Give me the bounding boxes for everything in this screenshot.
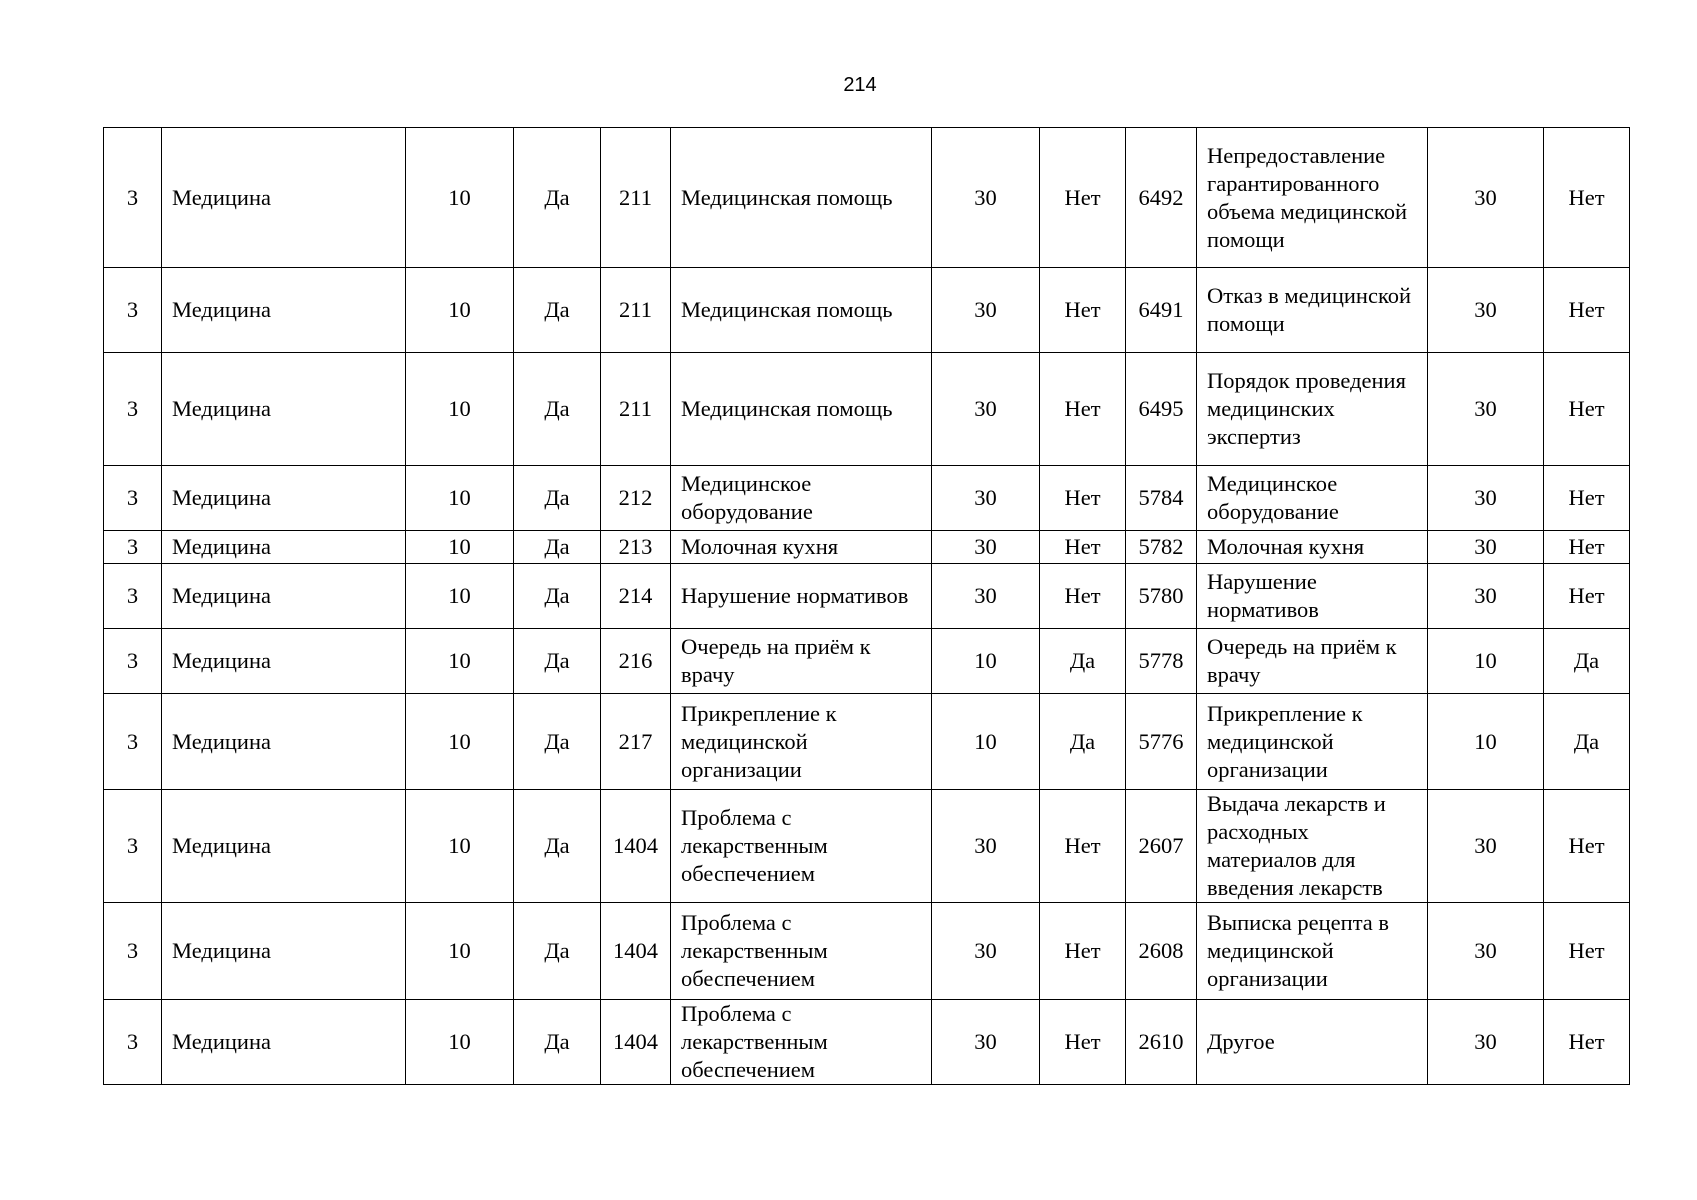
cell-subtopic-flag: Нет	[1544, 268, 1630, 353]
cell-subtopic-name: Молочная кухня	[1197, 531, 1428, 564]
cell-section-name: Медицина	[162, 531, 406, 564]
cell-section-term: 10	[406, 790, 514, 903]
cell-section-id: 3	[104, 531, 162, 564]
cell-topic-term: 30	[932, 903, 1040, 1000]
table-row	[104, 128, 1630, 268]
data-table	[103, 127, 1630, 1085]
cell-subtopic-term: 30	[1428, 353, 1544, 466]
table-row	[104, 564, 1630, 629]
cell-topic-name: Проблема с лекарственным обеспечением	[671, 903, 932, 1000]
cell-subtopic-name: Медицинское оборудование	[1197, 466, 1428, 531]
cell-section-term: 10	[406, 694, 514, 790]
cell-topic-flag: Нет	[1040, 1000, 1126, 1085]
cell-topic-term: 30	[932, 564, 1040, 629]
cell-topic-name: Прикрепление к медицинской организации	[671, 694, 932, 790]
cell-subtopic-id: 6491	[1126, 268, 1197, 353]
cell-topic-flag: Нет	[1040, 353, 1126, 466]
cell-section-name: Медицина	[162, 466, 406, 531]
table-row	[104, 1000, 1630, 1085]
cell-subtopic-name: Выписка рецепта в медицинской организации	[1197, 903, 1428, 1000]
cell-topic-term: 30	[932, 790, 1040, 903]
cell-topic-term: 30	[932, 128, 1040, 268]
cell-section-name: Медицина	[162, 268, 406, 353]
cell-subtopic-name: Прикрепление к медицинской организации	[1197, 694, 1428, 790]
cell-subtopic-flag: Да	[1544, 629, 1630, 694]
cell-section-flag: Да	[514, 1000, 601, 1085]
cell-subtopic-flag: Нет	[1544, 903, 1630, 1000]
cell-subtopic-term: 10	[1428, 629, 1544, 694]
cell-section-flag: Да	[514, 629, 601, 694]
cell-subtopic-flag: Нет	[1544, 466, 1630, 531]
table-row	[104, 790, 1630, 903]
cell-topic-flag: Нет	[1040, 790, 1126, 903]
table-row	[104, 268, 1630, 353]
cell-topic-id: 211	[601, 353, 671, 466]
cell-section-flag: Да	[514, 694, 601, 790]
cell-subtopic-term: 30	[1428, 564, 1544, 629]
cell-section-id: 3	[104, 629, 162, 694]
cell-subtopic-name: Другое	[1197, 1000, 1428, 1085]
cell-topic-flag: Да	[1040, 629, 1126, 694]
cell-topic-name: Медицинская помощь	[671, 268, 932, 353]
cell-section-flag: Да	[514, 790, 601, 903]
cell-section-name: Медицина	[162, 353, 406, 466]
cell-subtopic-id: 5780	[1126, 564, 1197, 629]
cell-section-term: 10	[406, 629, 514, 694]
cell-topic-flag: Нет	[1040, 564, 1126, 629]
cell-subtopic-term: 30	[1428, 903, 1544, 1000]
cell-section-term: 10	[406, 564, 514, 629]
cell-topic-term: 10	[932, 694, 1040, 790]
cell-section-flag: Да	[514, 128, 601, 268]
cell-section-flag: Да	[514, 268, 601, 353]
cell-section-flag: Да	[514, 466, 601, 531]
table-row	[104, 466, 1630, 531]
cell-section-flag: Да	[514, 564, 601, 629]
cell-section-flag: Да	[514, 903, 601, 1000]
cell-topic-term: 30	[932, 353, 1040, 466]
cell-section-flag: Да	[514, 353, 601, 466]
cell-section-id: 3	[104, 694, 162, 790]
cell-section-id: 3	[104, 903, 162, 1000]
cell-section-id: 3	[104, 564, 162, 629]
cell-section-name: Медицина	[162, 128, 406, 268]
cell-topic-term: 30	[932, 466, 1040, 531]
cell-section-id: 3	[104, 353, 162, 466]
cell-topic-id: 214	[601, 564, 671, 629]
cell-subtopic-flag: Нет	[1544, 1000, 1630, 1085]
page-number: 214	[843, 74, 877, 96]
cell-section-term: 10	[406, 268, 514, 353]
cell-topic-name: Очередь на приём к врачу	[671, 629, 932, 694]
cell-section-name: Медицина	[162, 629, 406, 694]
cell-section-term: 10	[406, 128, 514, 268]
cell-subtopic-id: 6495	[1126, 353, 1197, 466]
cell-topic-id: 1404	[601, 790, 671, 903]
cell-subtopic-flag: Да	[1544, 694, 1630, 790]
cell-section-term: 10	[406, 353, 514, 466]
table-row	[104, 903, 1630, 1000]
cell-section-name: Медицина	[162, 694, 406, 790]
table-row	[104, 629, 1630, 694]
cell-subtopic-term: 10	[1428, 694, 1544, 790]
cell-section-id: 3	[104, 268, 162, 353]
cell-topic-flag: Нет	[1040, 903, 1126, 1000]
cell-section-id: 3	[104, 790, 162, 903]
cell-topic-id: 213	[601, 531, 671, 564]
cell-subtopic-term: 30	[1428, 1000, 1544, 1085]
cell-topic-flag: Нет	[1040, 466, 1126, 531]
table-row	[104, 694, 1630, 790]
cell-topic-id: 211	[601, 268, 671, 353]
cell-subtopic-flag: Нет	[1544, 790, 1630, 903]
cell-subtopic-name: Порядок проведения медицинских экспертиз	[1197, 353, 1428, 466]
cell-topic-term: 30	[932, 531, 1040, 564]
cell-section-name: Медицина	[162, 903, 406, 1000]
cell-subtopic-id: 6492	[1126, 128, 1197, 268]
cell-topic-flag: Нет	[1040, 531, 1126, 564]
cell-topic-name: Молочная кухня	[671, 531, 932, 564]
cell-section-flag: Да	[514, 531, 601, 564]
cell-topic-id: 217	[601, 694, 671, 790]
cell-topic-term: 30	[932, 1000, 1040, 1085]
cell-topic-id: 216	[601, 629, 671, 694]
cell-topic-id: 1404	[601, 1000, 671, 1085]
cell-topic-term: 30	[932, 268, 1040, 353]
cell-subtopic-term: 30	[1428, 531, 1544, 564]
cell-topic-flag: Да	[1040, 694, 1126, 790]
cell-subtopic-flag: Нет	[1544, 128, 1630, 268]
cell-section-name: Медицина	[162, 790, 406, 903]
cell-section-id: 3	[104, 466, 162, 531]
cell-subtopic-name: Выдача лекарств и расходных материалов для введения лекарств	[1197, 790, 1428, 903]
cell-subtopic-id: 2607	[1126, 790, 1197, 903]
table-row	[104, 353, 1630, 466]
cell-topic-term: 10	[932, 629, 1040, 694]
cell-subtopic-name: Очередь на приём к врачу	[1197, 629, 1428, 694]
cell-section-id: 3	[104, 128, 162, 268]
table-row	[104, 531, 1630, 564]
cell-subtopic-id: 5778	[1126, 629, 1197, 694]
cell-topic-name: Медицинская помощь	[671, 128, 932, 268]
cell-subtopic-name: Нарушение нормативов	[1197, 564, 1428, 629]
cell-topic-flag: Нет	[1040, 268, 1126, 353]
cell-section-term: 10	[406, 903, 514, 1000]
cell-topic-id: 1404	[601, 903, 671, 1000]
cell-subtopic-flag: Нет	[1544, 564, 1630, 629]
cell-section-name: Медицина	[162, 1000, 406, 1085]
cell-subtopic-id: 2610	[1126, 1000, 1197, 1085]
cell-section-name: Медицина	[162, 564, 406, 629]
cell-topic-name: Проблема с лекарственным обеспечением	[671, 1000, 932, 1085]
cell-section-term: 10	[406, 531, 514, 564]
cell-subtopic-name: Отказ в медицинской помощи	[1197, 268, 1428, 353]
cell-section-id: 3	[104, 1000, 162, 1085]
cell-subtopic-id: 2608	[1126, 903, 1197, 1000]
cell-subtopic-term: 30	[1428, 790, 1544, 903]
cell-subtopic-id: 5776	[1126, 694, 1197, 790]
cell-subtopic-term: 30	[1428, 128, 1544, 268]
cell-topic-name: Нарушение нормативов	[671, 564, 932, 629]
cell-topic-id: 212	[601, 466, 671, 531]
cell-subtopic-term: 30	[1428, 466, 1544, 531]
cell-subtopic-term: 30	[1428, 268, 1544, 353]
cell-topic-name: Медицинская помощь	[671, 353, 932, 466]
cell-topic-id: 211	[601, 128, 671, 268]
cell-subtopic-name: Непредоставление гарантированного объема медицинской помощи	[1197, 128, 1428, 268]
cell-subtopic-flag: Нет	[1544, 531, 1630, 564]
cell-topic-name: Медицинское оборудование	[671, 466, 932, 531]
cell-subtopic-flag: Нет	[1544, 353, 1630, 466]
cell-subtopic-id: 5784	[1126, 466, 1197, 531]
cell-subtopic-id: 5782	[1126, 531, 1197, 564]
cell-section-term: 10	[406, 466, 514, 531]
cell-section-term: 10	[406, 1000, 514, 1085]
cell-topic-flag: Нет	[1040, 128, 1126, 268]
cell-topic-name: Проблема с лекарственным обеспечением	[671, 790, 932, 903]
